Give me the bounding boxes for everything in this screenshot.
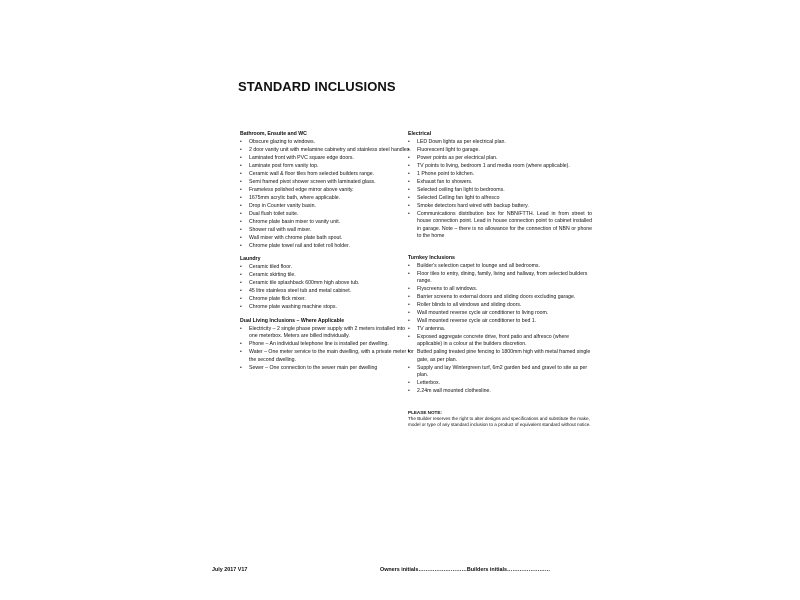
list-item: • Dual flush toilet suite. bbox=[240, 211, 415, 218]
electrical-section bbox=[408, 131, 592, 241]
list-item: • Exposed aggregate concrete drive, front patio and alfresco (where applicable) in a colour at the builders discretion. bbox=[408, 334, 592, 349]
list-item: • Builder's selection carpet to lounge and all bedrooms. bbox=[408, 263, 592, 270]
list-item: • 1 Phone point to kitchen. bbox=[408, 171, 592, 178]
list-item: • Barrier screens to external doors and sliding doors excluding garage. bbox=[408, 294, 592, 301]
list-item: • Power points as per electrical plan. bbox=[408, 155, 592, 162]
list-item: • Obscure glazing to windows. bbox=[240, 139, 415, 146]
electrical-list bbox=[408, 139, 592, 241]
bathroom-heading: Bathroom, Ensuite and WC bbox=[240, 131, 307, 137]
list-item: • Smoke detectors hard wired with backup battery. bbox=[408, 203, 592, 210]
list-item: • Wall mounted reverse cycle air conditioner to living room. bbox=[408, 310, 592, 317]
list-item: • Frameless polished edge mirror above vanity. bbox=[240, 187, 415, 194]
list-item: • Laminate post form vanity top. bbox=[240, 163, 415, 170]
list-item: • LED Down lights as per electrical plan. bbox=[408, 139, 592, 146]
list-item: • Selected ceiling fan light to bedrooms. bbox=[408, 187, 592, 194]
list-item: • Phone – An individual telephone line is installed per dwelling. bbox=[240, 341, 415, 348]
list-item: • Selected Ceiling fan light to alfresco bbox=[408, 195, 592, 202]
list-item: • Butted paling treated pine fencing to 1800mm high with metal framed single gate, as per plan. bbox=[408, 349, 592, 364]
turnkey-section bbox=[408, 255, 592, 396]
list-item: • Flyscreens to all windows. bbox=[408, 286, 592, 293]
turnkey-list bbox=[408, 263, 592, 396]
list-item: • Communications distribution box for NBN/FTTH. Lead in from street to house connection point. Lead in house connection point to cabinet installed in garage. Note – there is no allowance for the connection of NBN or phone to the home bbox=[408, 211, 592, 241]
list-item: • Fluorescent light to garage. bbox=[408, 147, 592, 154]
list-item: • Chrome plate washing machine stops. bbox=[240, 304, 415, 311]
list-item: • Ceramic wall & floor tiles from selected builders range. bbox=[240, 171, 415, 178]
list-item: • Semi framed pivot shower screen with laminated glass. bbox=[240, 179, 415, 186]
list-item: • Chrome plate flick mixer. bbox=[240, 296, 415, 303]
list-item: • 2.24m wall mounted clothesline. bbox=[408, 388, 592, 395]
electrical-heading: Electrical bbox=[408, 131, 432, 137]
list-item: • Chrome plate basin mixer to vanity unit. bbox=[240, 219, 415, 226]
dual-living-heading: Dual Living Inclusions – Where Applicable bbox=[240, 317, 345, 324]
list-item: • Shower rail with wall mixer. bbox=[240, 227, 415, 234]
list-item: • Supply and lay Wintergreen turf, 6m2 garden bed and gravel to site as per plan. bbox=[408, 365, 592, 380]
list-item: • Ceramic tile splashback 600mm high above tub. bbox=[240, 280, 415, 287]
turnkey-heading: Turnkey Inclusions bbox=[408, 254, 455, 261]
bathroom-list bbox=[240, 139, 415, 250]
list-item: • Ceramic skirting tile. bbox=[240, 272, 415, 279]
dual-living-list bbox=[240, 326, 415, 372]
list-item: • 1675mm acrylic bath, where applicable. bbox=[240, 195, 415, 202]
note-text: The Builder reserves the right to alter designs and specifications and substitute the make, model or type of any standard inclusion to a product of equivalent standard without notice. bbox=[408, 415, 591, 427]
list-item: • Sewer – One connection to the sewer main per dwelling bbox=[240, 365, 415, 372]
right-column bbox=[408, 131, 592, 428]
laundry-heading: Laundry bbox=[240, 256, 261, 263]
list-item: • Letterbox. bbox=[408, 380, 592, 387]
version-label: July 2017 V17 bbox=[212, 567, 248, 573]
bathroom-section bbox=[240, 131, 415, 250]
list-item: • Drop in Counter vanity basin. bbox=[240, 203, 415, 210]
please-note bbox=[408, 410, 592, 428]
initials-line: Owners initials………………………Builders initials…………………… bbox=[380, 567, 551, 573]
page-title: STANDARD INCLUSIONS bbox=[238, 79, 396, 94]
list-item: • Laminated front with PVC square edge doors. bbox=[240, 155, 415, 162]
list-item: • Roller blinds to all windows and sliding doors. bbox=[408, 302, 592, 309]
laundry-list bbox=[240, 264, 415, 311]
list-item: • Exhaust fan to showers. bbox=[408, 179, 592, 186]
list-item: • TV antenna. bbox=[408, 326, 592, 333]
laundry-section bbox=[240, 256, 415, 311]
dual-living-section bbox=[240, 318, 415, 372]
list-item: • 45 litre stainless steel tub and metal cabinet. bbox=[240, 288, 415, 295]
list-item: • TV points to living, bedroom 1 and media room (where applicable). bbox=[408, 163, 592, 170]
list-item: • Chrome plate towel rail and toilet roll holder. bbox=[240, 243, 415, 250]
list-item: • 2 door vanity unit with melamine cabinetry and stainless steel handles. bbox=[240, 147, 415, 154]
list-item: • Ceramic tiled floor. bbox=[240, 264, 415, 271]
list-item: • Water – One meter service to the main dwelling, with a private meter for the second dwelling. bbox=[240, 349, 415, 364]
list-item: • Electricity – 2 single phase power supply with 2 meters installed into one meterbox. Meters are billed individually. bbox=[240, 326, 415, 341]
list-item: • Floor tiles to entry, dining, family, living and hallway, from selected builders range. bbox=[408, 271, 592, 286]
list-item: • Wall mounted reverse cycle air conditioner to bed 1. bbox=[408, 318, 592, 325]
note-heading: PLEASE NOTE: bbox=[408, 409, 442, 415]
list-item: • Wall mixer with chrome plate bath spout. bbox=[240, 235, 415, 242]
left-column bbox=[240, 131, 415, 378]
